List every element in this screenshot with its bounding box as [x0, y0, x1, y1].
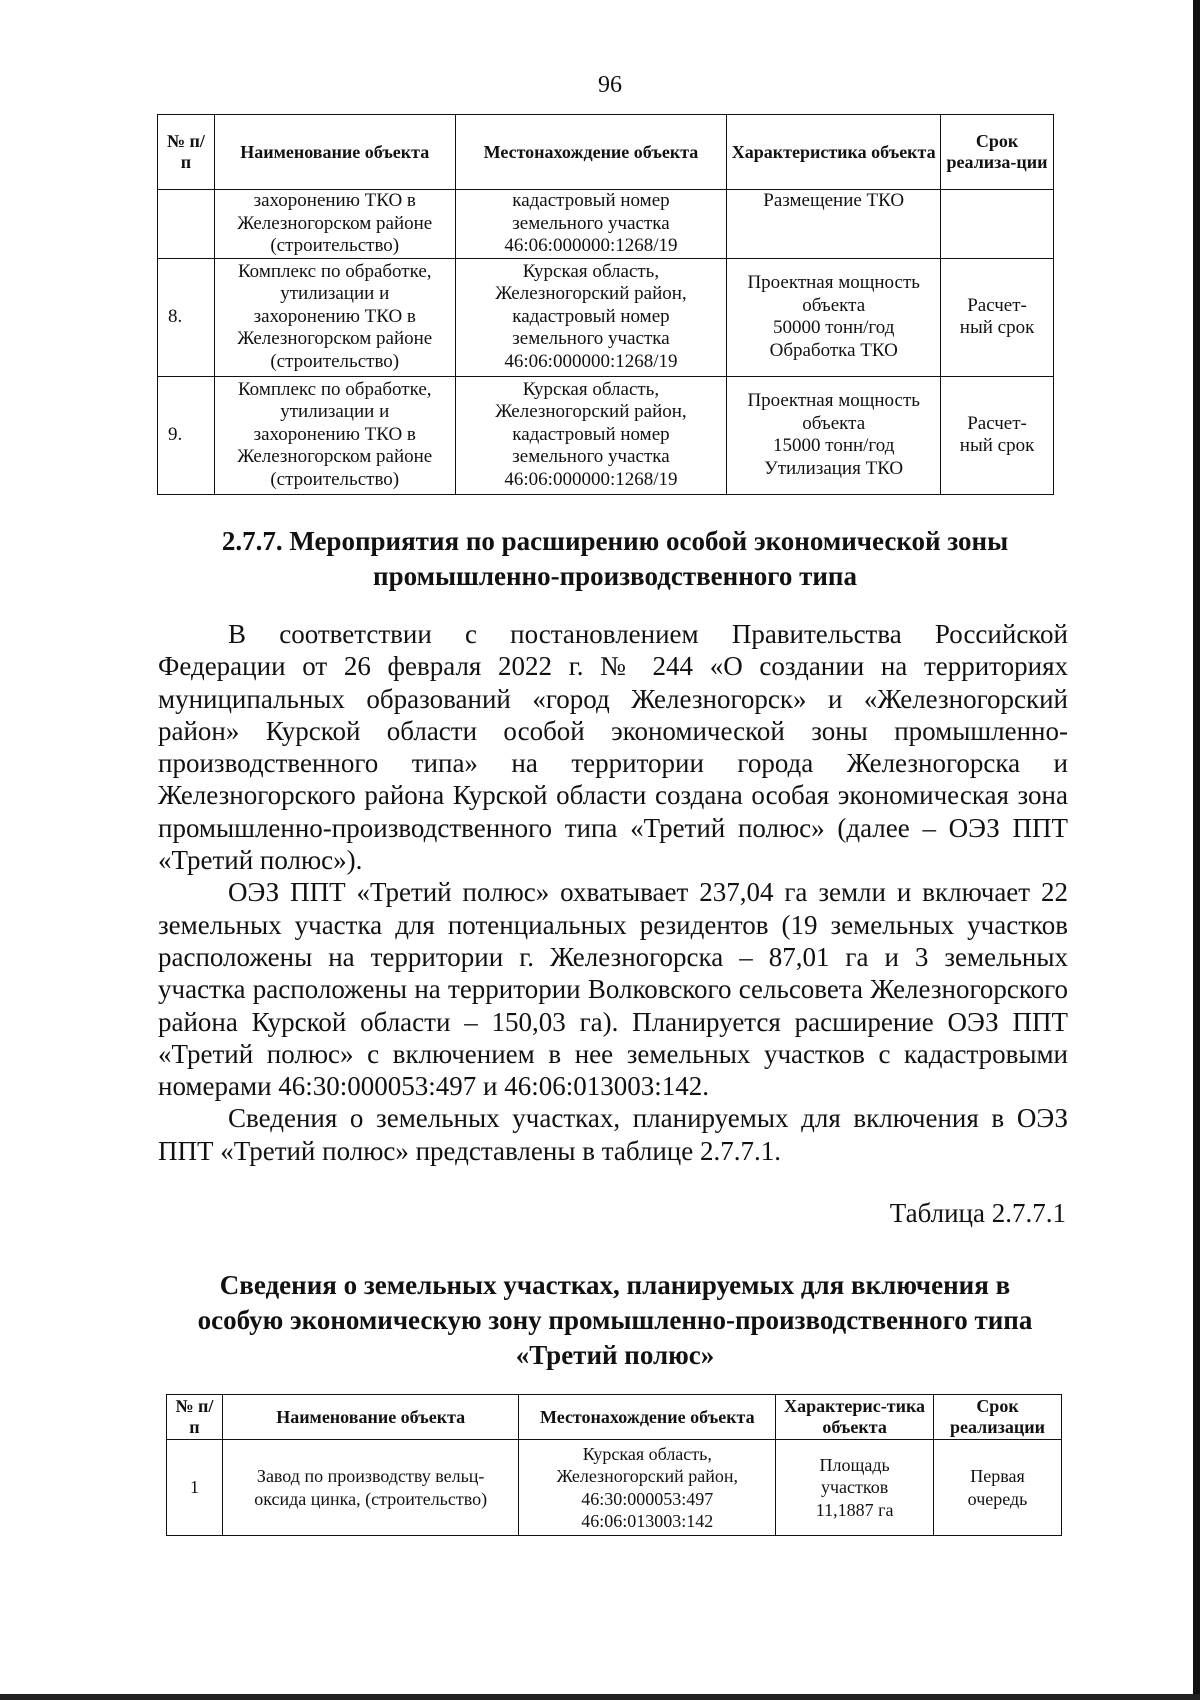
- cell-term: [941, 190, 1054, 259]
- table-caption: Таблица 2.7.7.1: [889, 1198, 1066, 1228]
- cell-characteristic: [727, 258, 941, 376]
- cell-line: объекта: [802, 294, 866, 316]
- cell-line: Комплекс по обработке,: [237, 260, 432, 282]
- scan-edge-right: [1193, 0, 1200, 1700]
- cell-line: 46:06:000000:1268/19: [504, 468, 678, 490]
- cell-line: кадастровый номер: [512, 305, 670, 327]
- cell-line: Железногорский район,: [495, 401, 687, 423]
- cell-line: 46:06:013003:142: [581, 1511, 714, 1531]
- cell-name: [222, 1440, 519, 1536]
- facilities-table: [157, 114, 1054, 495]
- cell-line: 46:30:000053:497: [581, 1488, 714, 1509]
- land-plots-table: [166, 1394, 1062, 1536]
- cell-line: утилизации и: [280, 283, 390, 305]
- cell-line: Железногорском районе: [237, 328, 433, 350]
- cell-line: ный срок: [959, 435, 1035, 456]
- header-location: Местонахождение объекта: [519, 1395, 776, 1440]
- table-row: [167, 1440, 1062, 1536]
- page-number: 96: [598, 72, 622, 98]
- paragraph: Сведения о земельных участках, планируемых для включения в ОЭЗ ППТ «Третий полюс» представлены в таблице 2.7.7.1.: [158, 1103, 1068, 1166]
- header-name: Наименование объекта: [214, 115, 455, 190]
- table-title: [140, 1268, 1090, 1373]
- cell-line: Размещение ТКО: [763, 190, 905, 211]
- cell-line: захоронению ТКО в: [253, 190, 416, 211]
- cell-line: ный срок: [959, 317, 1035, 338]
- cell-line: Железногорский район,: [495, 283, 687, 305]
- paragraph: ОЭЗ ППТ «Третий полюс» охватывает 237,04 га земли и включает 22 земельных участка для потенциальных резидентов (19 земельных участков расположены на территории г. Железногорска – 87,01 га и 3 земельных участка расположены на территории Волковского сельсовета Железногорского района Курской области – 150,03 га). Планируется расширение ОЭЗ ППТ «Третий полюс» с включением в нее земельных участков с кадастровыми номерами 46:30:000053:497 и 46:06:013003:142.: [158, 877, 1068, 1102]
- cell-line: (строительство): [270, 468, 400, 490]
- cell-line: Расчет-: [967, 412, 1027, 434]
- cell-line: Курская область,: [522, 260, 660, 282]
- cell-num: 8.: [158, 258, 215, 376]
- cell-line: 15000 тонн/год: [773, 435, 895, 456]
- cell-name: [214, 190, 455, 259]
- cell-line: утилизации и: [280, 401, 390, 423]
- cell-line: Расчет-: [967, 294, 1027, 316]
- cell-line: Железногорский район,: [556, 1466, 738, 1486]
- table-row: [158, 190, 1054, 259]
- cell-line: захоронению ТКО в: [253, 305, 416, 327]
- cell-location: [519, 1440, 776, 1536]
- cell-name: [214, 376, 455, 494]
- cell-line: 46:06:000000:1268/19: [504, 235, 678, 256]
- header-characteristic: Характерис-тика объекта: [776, 1395, 934, 1440]
- heading-line: особую экономическую зону промышленно-производственного типа: [197, 1305, 1033, 1335]
- cell-line: кадастровый номер: [512, 423, 670, 445]
- cell-line: Железногорском районе: [237, 212, 433, 234]
- cell-line: кадастровый номер: [512, 190, 670, 211]
- cell-line: оксида цинка, (строительство): [254, 1488, 488, 1509]
- cell-characteristic: [727, 376, 941, 494]
- facilities-table-header-row: [158, 115, 1054, 190]
- heading-line: «Третий полюс»: [515, 1340, 715, 1370]
- cell-line: участков: [820, 1477, 889, 1498]
- table-row: [158, 376, 1054, 494]
- land-plots-table-header-row: [167, 1395, 1062, 1440]
- cell-line: Завод по производству вельц-: [256, 1466, 485, 1486]
- header-term: Срок реализации: [934, 1395, 1062, 1440]
- cell-line: Первая: [970, 1466, 1025, 1486]
- section-heading: [140, 524, 1090, 594]
- scan-edge-bottom: [0, 1694, 1200, 1700]
- cell-line: 50000 тонн/год: [773, 317, 895, 338]
- cell-line: захоронению ТКО в: [253, 423, 416, 445]
- cell-line: 46:06:000000:1268/19: [504, 350, 678, 372]
- header-characteristic: Характеристика объекта: [727, 115, 941, 190]
- header-num: № п/п: [158, 115, 215, 190]
- cell-line: (строительство): [270, 235, 400, 256]
- cell-term: [941, 376, 1054, 494]
- header-name: Наименование объекта: [222, 1395, 519, 1440]
- cell-line: Обработка ТКО: [769, 339, 898, 361]
- cell-num: 9.: [158, 376, 215, 494]
- cell-characteristic: [776, 1440, 934, 1536]
- header-term: Срок реализа-ции: [941, 115, 1054, 190]
- cell-line: Курская область,: [582, 1443, 712, 1464]
- cell-line: очередь: [967, 1488, 1028, 1509]
- cell-name: [214, 258, 455, 376]
- cell-characteristic: [727, 190, 941, 259]
- heading-line: Сведения о земельных участках, планируемых для включения в: [219, 1270, 1011, 1300]
- cell-line: Проектная мощность: [747, 272, 920, 293]
- cell-term: [941, 258, 1054, 376]
- cell-line: земельного участка: [512, 212, 670, 234]
- table-row: [158, 258, 1054, 376]
- cell-num: [158, 190, 215, 259]
- heading-line: 2.7.7. Мероприятия по расширению особой экономической зоны: [221, 526, 1009, 556]
- cell-line: Курская область,: [522, 378, 660, 400]
- cell-line: Проектная мощность: [747, 390, 920, 411]
- cell-term: [934, 1440, 1062, 1536]
- paragraph: В соответствии с постановлением Правительства Российской Федерации от 26 февраля 2022 г. № 244 «О создании на территориях муниципальных образований «город Железногорск» и «Железногорский район» Курской области особой экономической зоны промышленно-производственного типа» на территории города Железногорска и Железногорского района Курской области создана особая экономическая зона промышленно-производственного типа «Третий полюс» (далее – ОЭЗ ППТ «Третий полюс»).: [158, 619, 1068, 876]
- cell-line: Утилизация ТКО: [764, 457, 904, 479]
- cell-location: [455, 376, 727, 494]
- cell-num: 1: [167, 1440, 223, 1536]
- cell-line: Комплекс по обработке,: [237, 378, 432, 400]
- cell-line: 11,1887 га: [815, 1499, 894, 1520]
- header-num: № п/п: [167, 1395, 223, 1440]
- cell-line: объекта: [802, 412, 866, 434]
- heading-line: промышленно-производственного типа: [373, 561, 857, 591]
- cell-line: земельного участка: [512, 446, 670, 468]
- cell-location: [455, 190, 727, 259]
- header-location: Местонахождение объекта: [455, 115, 727, 190]
- cell-line: Железногорском районе: [237, 446, 433, 468]
- body-text: [158, 618, 1068, 1167]
- cell-line: Площадь: [819, 1454, 890, 1475]
- cell-location: [455, 258, 727, 376]
- cell-line: земельного участка: [512, 328, 670, 350]
- cell-line: (строительство): [270, 350, 400, 372]
